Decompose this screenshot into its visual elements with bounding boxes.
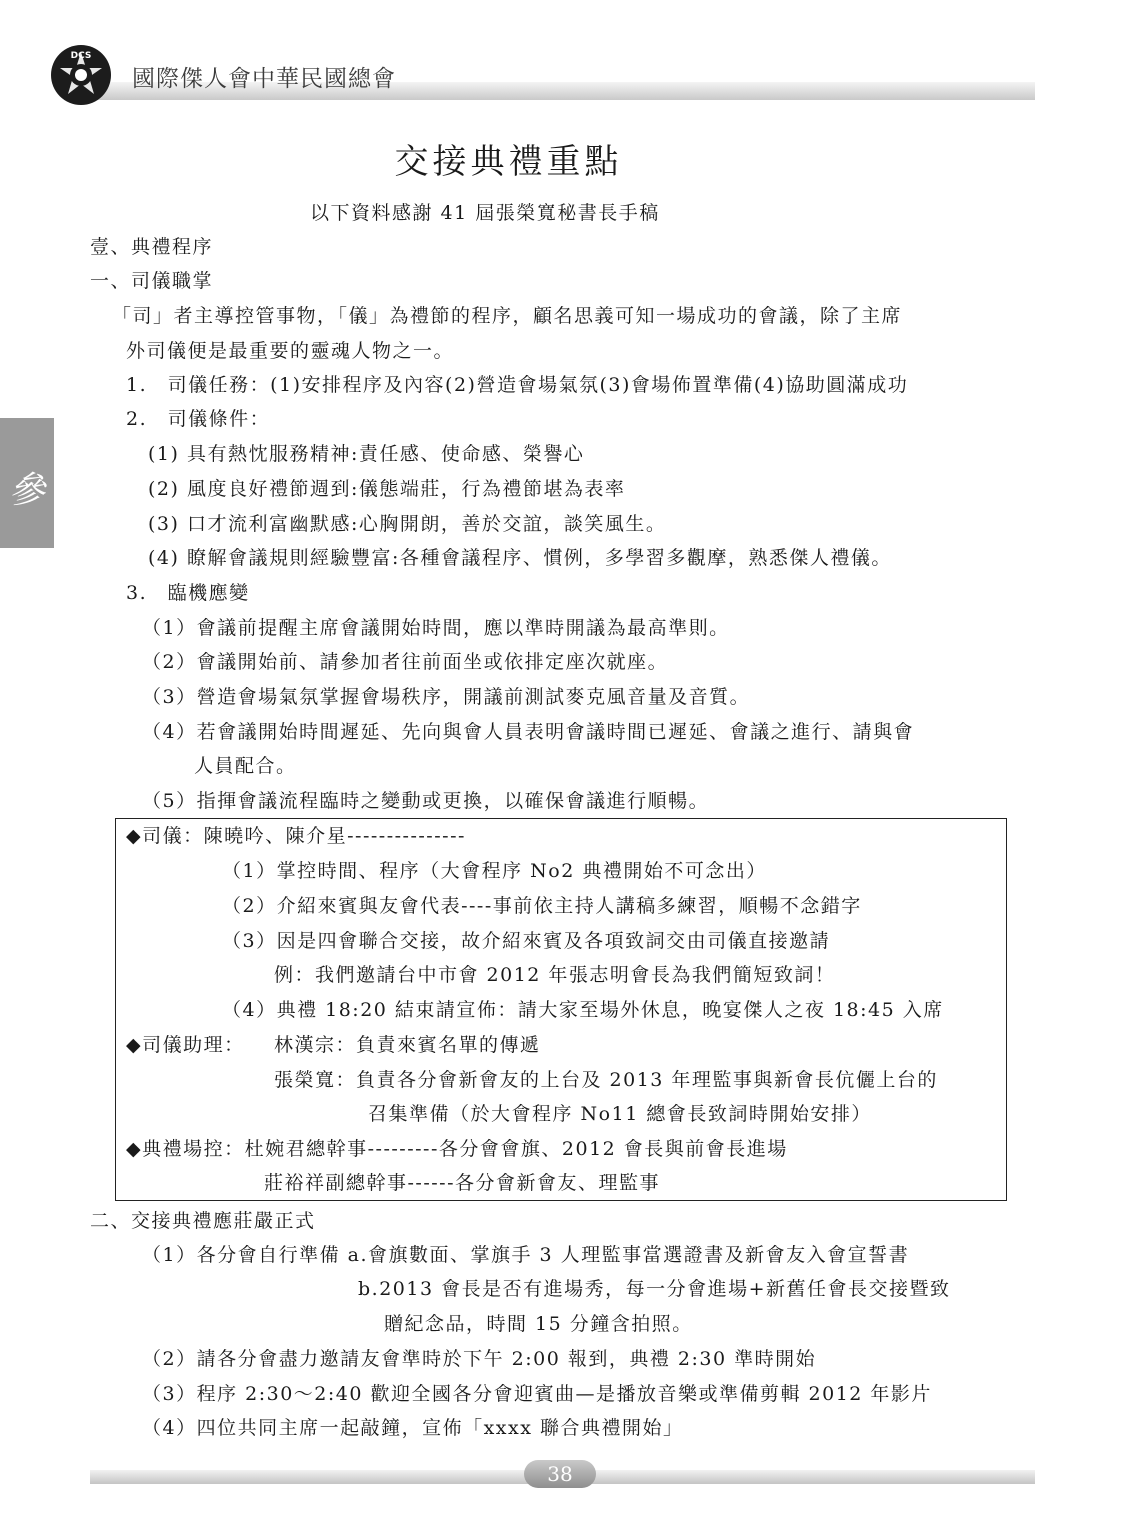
- role-detail: （1）掌控時間、程序（大會程序 No2 典禮開始不可念出）: [222, 860, 767, 882]
- list-subitem: (1) 具有熱忱服務精神:責任感、使命感、榮譽心: [148, 443, 585, 465]
- list-subitem: （2）會議開始前、請參加者往前面坐或依排定座次就座。: [142, 651, 669, 673]
- list-item: 2. 司儀條件：: [126, 408, 271, 430]
- list-subitem: （3）程序 2:30～2:40 歡迎全國各分會迎賓曲—是播放音樂或準備剪輯 2012 年影片: [142, 1383, 932, 1405]
- role-mc: ◆司儀：陳曉吟、陳介星---------------: [126, 825, 466, 847]
- list-subitem: (4) 瞭解會議規則經驗豐富:各種會議程序、慣例，多學習多觀摩，熟悉傑人禮儀。: [148, 547, 892, 569]
- list-subitem: 贈紀念品，時間 15 分鐘含拍照。: [384, 1313, 693, 1335]
- list-subitem: (2) 風度良好禮節週到:儀態端莊，行為禮節堪為表率: [148, 478, 626, 500]
- list-subitem: b.2013 會長是否有進場秀，每一分會進場+新舊任會長交接暨致: [358, 1278, 951, 1300]
- list-subitem: （4）若會議開始時間遲延、先向與會人員表明會議時間已遲延、會議之進行、請與會: [142, 721, 915, 743]
- list-item: 3. 臨機應變: [126, 582, 250, 604]
- role-venue-control: ◆典禮場控：杜婉君總幹事---------各分會會旗、2012 會長與前會長進場: [126, 1138, 788, 1160]
- role-detail: 張榮寬：負責各分會新會友的上台及 2013 年理監事與新會長伉儷上台的: [274, 1069, 938, 1091]
- role-detail: （3）因是四會聯合交接，故介紹來賓及各項致詞交由司儀直接邀請: [222, 930, 831, 952]
- list-item: 1. 司儀任務：(1)安排程序及內容(2)營造會場氣氛(3)會場佈置準備(4)協助圓滿成功: [126, 374, 909, 396]
- list-subitem: （4）四位共同主席一起敲鐘，宣佈「xxxx 聯合典禮開始」: [142, 1417, 684, 1439]
- list-subitem: （1）各分會自行準備 a.會旗數面、掌旗手 3 人理監事當選證書及新會友入會宣誓書: [142, 1244, 910, 1266]
- role-example: 例：我們邀請台中市會 2012 年張志明會長為我們簡短致詞！: [274, 964, 836, 986]
- list-subitem: （5）指揮會議流程臨時之變動或更換，以確保會議進行順暢。: [142, 790, 710, 812]
- paragraph-line: 「司」者主導控管事物，「儀」為禮節的程序，顧名思義可知一場成功的會議，除了主席: [112, 305, 903, 327]
- role-detail: （4）典禮 18:20 結束請宣佈：請大家至場外休息，晚宴傑人之夜 18:45 入席: [222, 999, 944, 1021]
- dcs-logo: [50, 44, 112, 106]
- section-heading: 壹、典禮程序: [90, 236, 214, 258]
- page-number: 38: [547, 1462, 573, 1486]
- side-tab-label: 參: [8, 470, 45, 511]
- list-subitem: (3) 口才流利富幽默感:心胸開朗，善於交誼，談笑風生。: [148, 513, 667, 535]
- subsection-heading: 一、司儀職掌: [90, 270, 214, 292]
- list-subitem: （1）會議前提醒主席會議開始時間，應以準時開議為最高準則。: [142, 617, 730, 639]
- organization-name: 國際傑人會中華民國總會: [132, 66, 396, 92]
- page-title: 交接典禮重點: [394, 142, 623, 182]
- role-detail: （2）介紹來賓與友會代表----事前依主持人講稿多練習，順暢不念錯字: [222, 895, 862, 917]
- page-subtitle: 以下資料感謝 41 屆張榮寬秘書長手稿: [310, 202, 660, 224]
- role-detail: 林漢宗：負責來賓名單的傳遞: [274, 1034, 541, 1056]
- list-subitem: （3）營造會場氣氛掌握會場秩序，開議前測試麥克風音量及音質。: [142, 686, 751, 708]
- paragraph-line: 外司儀便是最重要的靈魂人物之一。: [126, 340, 455, 362]
- subsection-heading: 二、交接典禮應莊嚴正式: [90, 1210, 316, 1232]
- list-subitem: 人員配合。: [194, 755, 297, 777]
- role-detail: 召集準備（於大會程序 No11 總會長致詞時開始安排）: [368, 1103, 872, 1125]
- list-subitem: （2）請各分會盡力邀請友會準時於下午 2:00 報到，典禮 2:30 準時開始: [142, 1348, 817, 1370]
- role-assistant: ◆司儀助理：: [126, 1034, 245, 1056]
- role-detail: 莊裕祥副總幹事------各分會新會友、理監事: [264, 1172, 661, 1194]
- svg-text:DCS: DCS: [70, 51, 92, 61]
